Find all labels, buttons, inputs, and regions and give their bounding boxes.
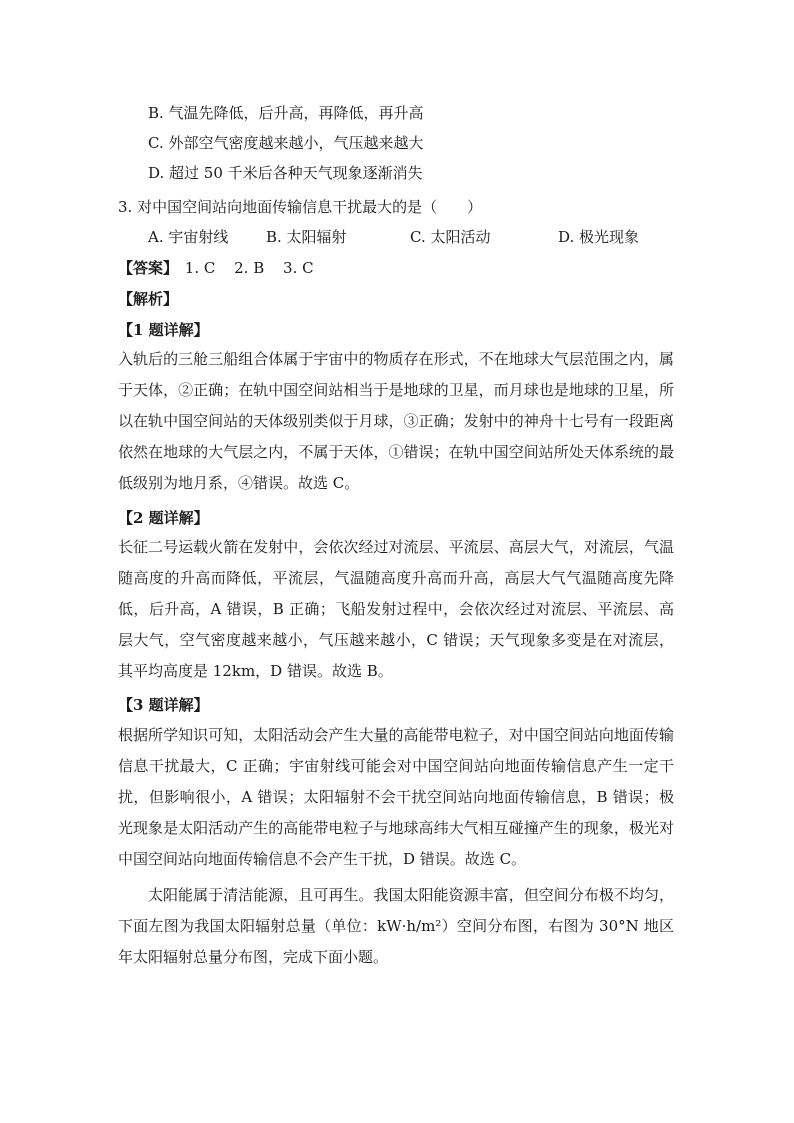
q3-option-b: B. 太阳辐射 xyxy=(266,228,347,246)
q2-option-c: C. 外部空气密度越来越小，气压越来越大 xyxy=(148,134,424,152)
answer-item-1: 1. C xyxy=(184,259,216,277)
detail-2-title: 【2 题详解】 xyxy=(118,509,209,527)
detail-2-text: 长征二号运载火箭在发射中，会依次经过对流层、平流层、高层大气，对流层，气温随高度的升高而降低，平流层，气温随高度升高而升高，高层大气气温随高度先降低，后升高，A 错误，B 正确；飞船发射过程中，会依次经过对流层、平流层、高层大气，空气密度越来越小，气压越来越小，C 错误；天气现象多变是在对流层，其平均高度是 12km，D 错误。故选 B。 xyxy=(118,538,674,680)
q3-option-a: A. 宇宙射线 xyxy=(148,228,229,246)
q2-option-d: D. 超过 50 千米后各种天气现象逐渐消失 xyxy=(148,164,423,182)
q2-option-b: B. 气温先降低，后升高，再降低，再升高 xyxy=(148,104,424,122)
detail-3-text: 根据所学知识可知，太阳活动会产生大量的高能带电粒子，对中国空间站向地面传输信息干扰最大，C 正确；宇宙射线可能会对中国空间站向地面传输信息产生一定干扰，但影响很小，A 错误；太阳辐射不会干扰空间站向地面传输信息，B 错误；极光现象是太阳活动产生的高能带电粒子与地球高纬大气相互碰撞产生的现象，极光对中国空间站向地面传输信息不会产生干扰，D 错误。故选 C。 xyxy=(118,726,674,868)
q3-option-c: C. 太阳活动 xyxy=(410,228,491,246)
detail-1-title: 【1 题详解】 xyxy=(118,321,209,339)
detail-1-text: 入轨后的三舱三船组合体属于宇宙中的物质存在形式，不在地球大气层范围之内，属于天体，②正确；在轨中国空间站相当于是地球的卫星，而月球也是地球的卫星，所以在轨中国空间站的天体级别类似于月球，③正确；发射中的神舟十七号有一段距离依然在地球的大气层之内，不属于天体，①错误；在轨中国空间站所处天体系统的最低级别为地月系，④错误。故选 C。 xyxy=(118,350,674,492)
answer-item-2: 2. B xyxy=(234,259,265,277)
solar-energy-intro: 太阳能属于清洁能源，且可再生。我国太阳能资源丰富，但空间分布极不均匀，下面左图为我国太阳辐射总量（单位：kW·h/m²）空间分布图，右图为 30°N 地区年太阳辐射总量分布图，完成下面小题。 xyxy=(118,886,674,966)
detail-3-title: 【3 题详解】 xyxy=(118,696,209,714)
q3-stem: 3. 对中国空间站向地面传输信息干扰最大的是（ ） xyxy=(118,198,483,216)
q3-option-d: D. 极光现象 xyxy=(558,228,640,246)
analysis-label: 【解析】 xyxy=(118,290,179,308)
answer-item-3: 3. C xyxy=(283,259,314,277)
answer-label: 【答案】 xyxy=(118,259,179,277)
q3-options xyxy=(148,226,648,248)
answer-line xyxy=(118,257,328,279)
